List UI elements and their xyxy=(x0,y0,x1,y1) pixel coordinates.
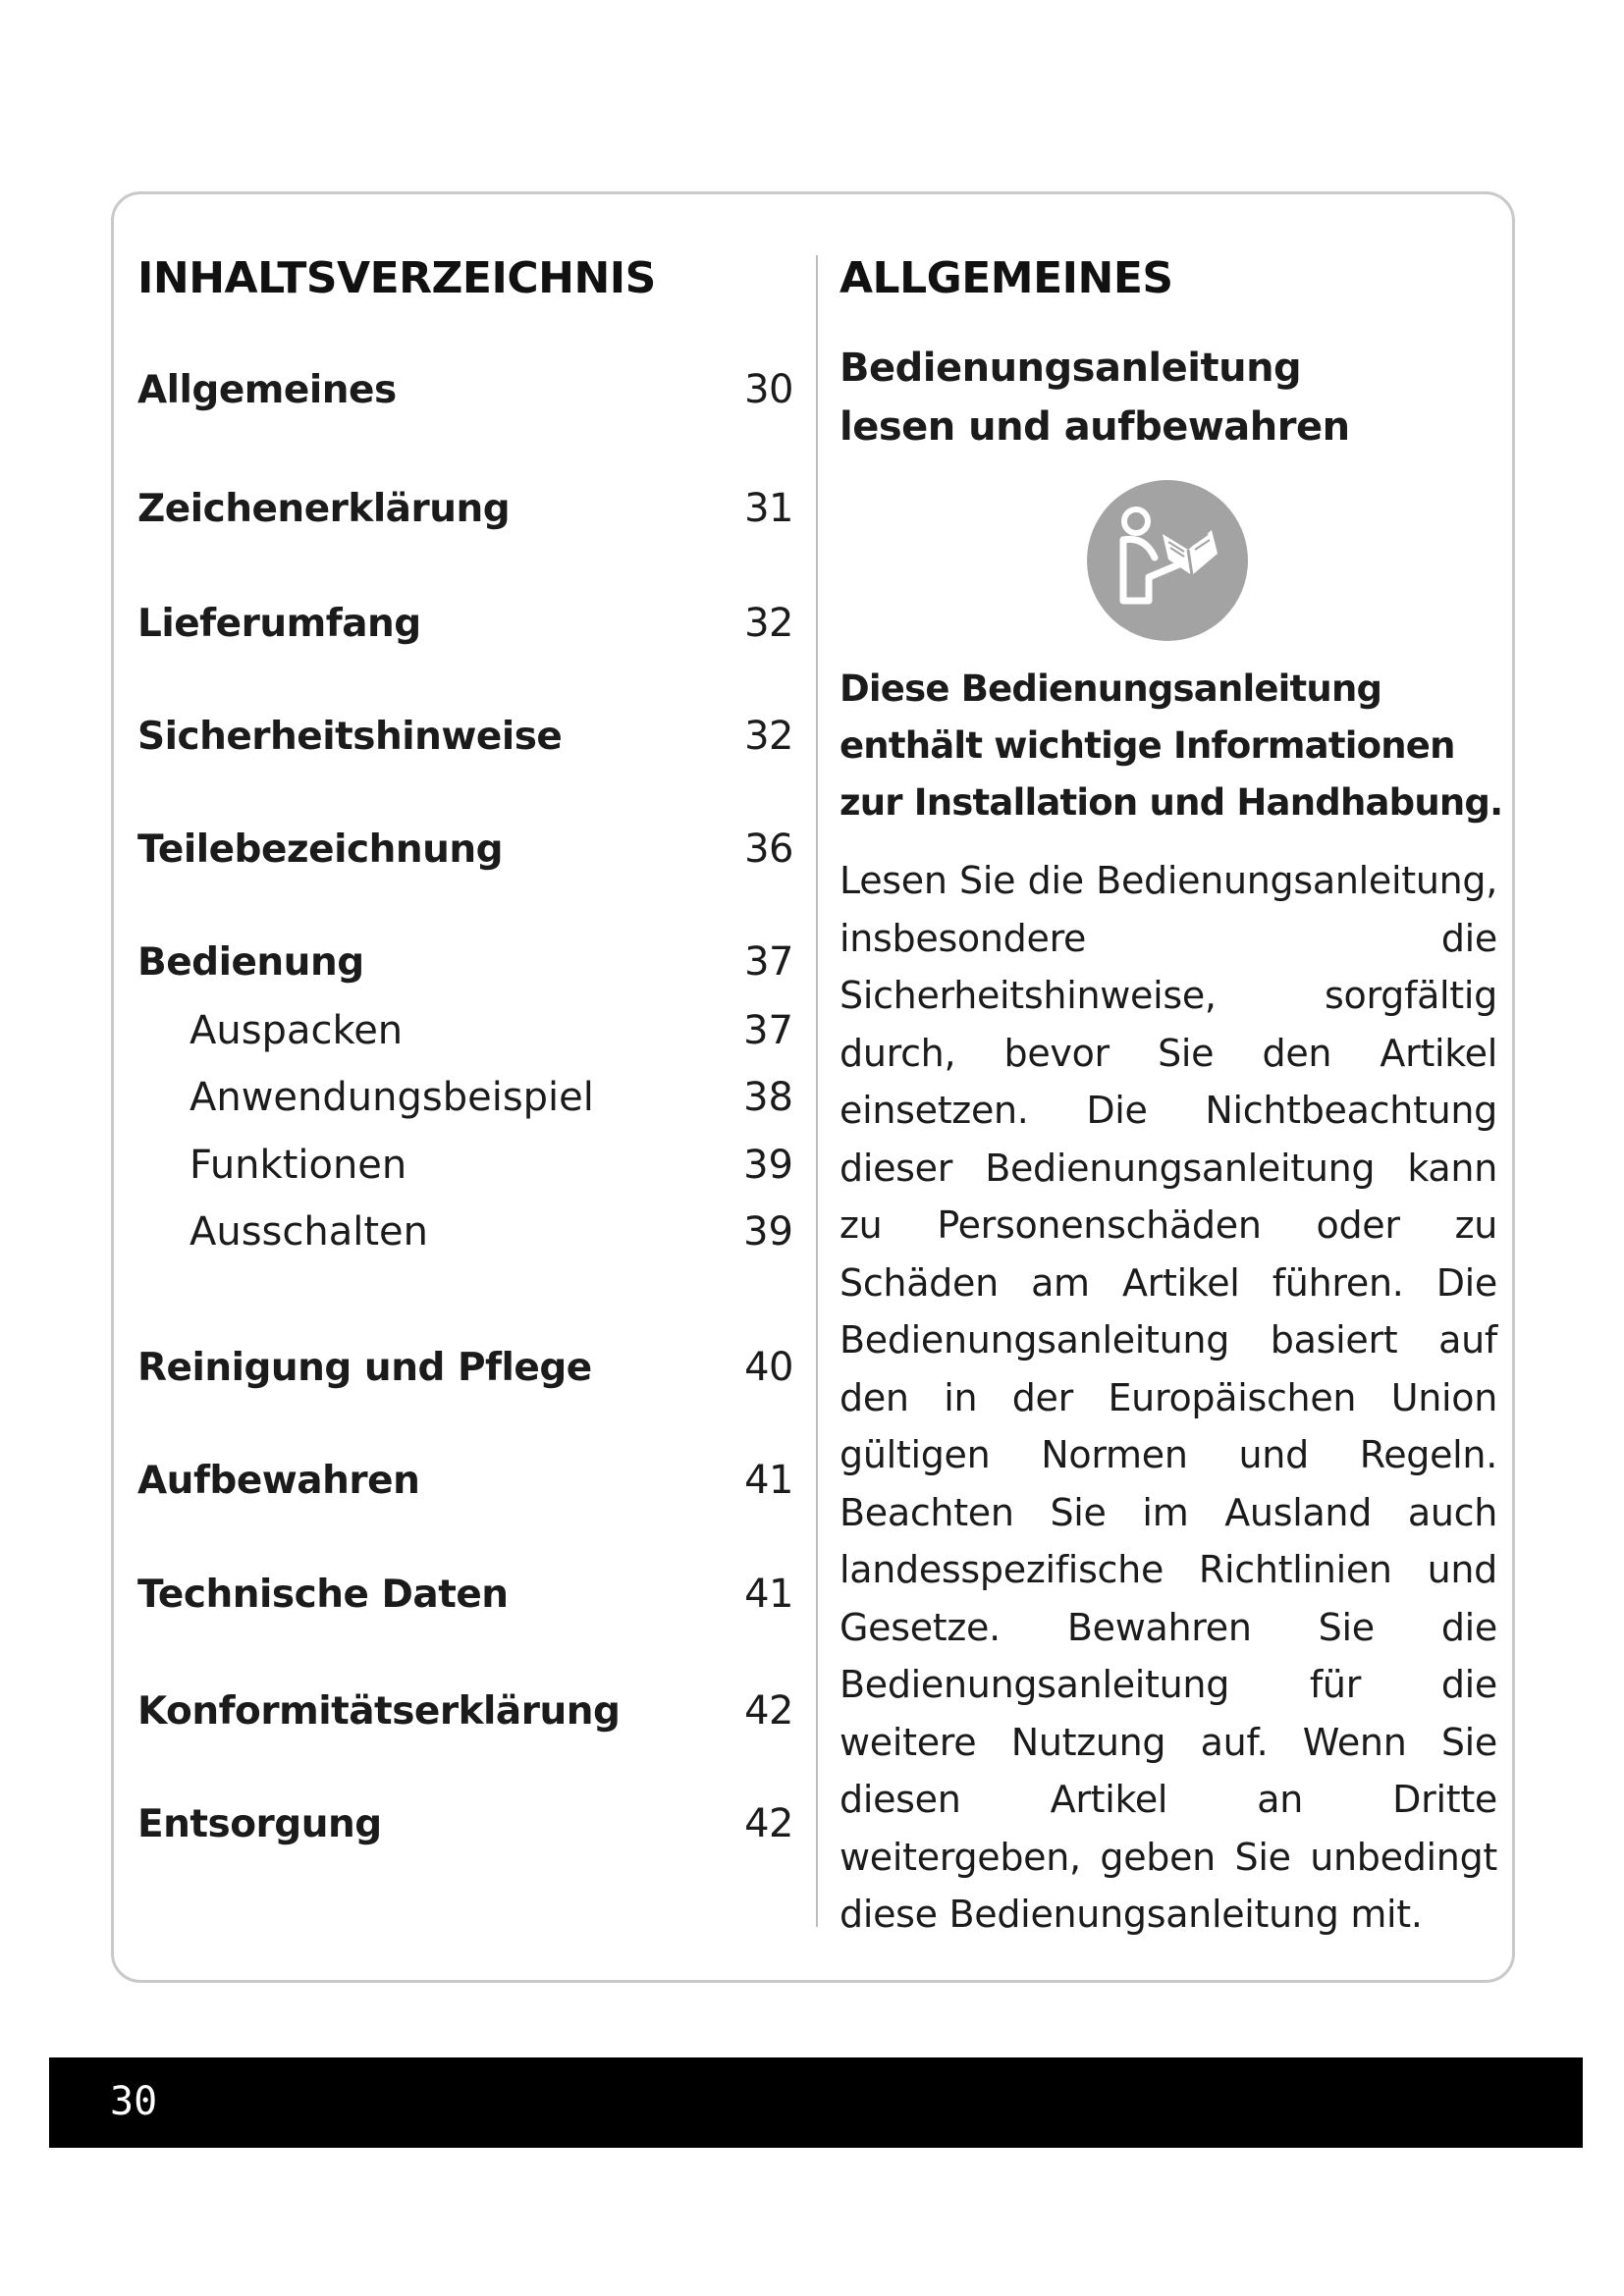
body-text: Lesen Sie die Bedienungsanleitung, insbesondere die Sicherheitshinweise, sorgfältig durch, bevor Sie den Artikel einsetzen. Die Nichtbeachtung dieser Bedienungsanleitung kann zu Personenschäden oder zu Schäden am Artikel führen. Die Bedienungsanleitung basiert auf den in der Europäischen Union gültigen Normen und Regeln. Beachten Sie im Ausland auch landesspezifische Richtlinien und Gesetze. Bewahren Sie die Bedienungsanleitung für die weitere Nutzung auf. Wenn Sie diesen Artikel an Dritte weitergeben, geben Sie unbedingt diese Bedienungsanleitung mit. xyxy=(839,859,1497,1936)
page-number: 30 xyxy=(110,2079,158,2124)
toc-entry-konformitaetserklaerung[interactable] xyxy=(137,1682,793,1740)
toc-entry-page: 41 xyxy=(744,1572,793,1617)
section-subtitle-line2: lesen und aufbewahren xyxy=(839,404,1350,450)
toc-entry-zeichenerklaerung[interactable] xyxy=(137,479,793,538)
footer-bar xyxy=(49,2057,1583,2148)
toc-entry-label: Entsorgung xyxy=(137,1801,382,1846)
toc-entry-page: 37 xyxy=(744,939,793,985)
toc-entry-label: Reinigung und Pflege xyxy=(137,1345,592,1390)
section-subtitle xyxy=(839,339,1488,456)
toc-entry-teilebezeichnung[interactable] xyxy=(137,820,793,879)
toc-entry-page: 32 xyxy=(744,601,793,646)
toc-entry-label: Anwendungsbeispiel xyxy=(189,1075,594,1120)
toc-entry-page: 38 xyxy=(743,1075,793,1120)
toc-entry-label: Ausschalten xyxy=(189,1209,429,1255)
toc-subentry-ausschalten[interactable] xyxy=(137,1202,793,1261)
toc-entry-page: 39 xyxy=(743,1143,793,1188)
toc-entry-page: 42 xyxy=(744,1801,793,1846)
toc-entry-label: Funktionen xyxy=(189,1143,407,1188)
toc-entry-aufbewahren[interactable] xyxy=(137,1451,793,1510)
intro-text: Diese Bedienungsanleitung enthält wichtige Informationen zur Installation und Handhabung. xyxy=(839,667,1503,824)
read-manual-icon xyxy=(1086,479,1249,642)
toc-subentry-anwendungsbeispiel[interactable] xyxy=(137,1068,793,1127)
toc-entry-reinigung[interactable] xyxy=(137,1338,793,1397)
column-divider xyxy=(816,255,818,1927)
toc-subentry-auspacken[interactable] xyxy=(137,1001,793,1060)
toc-title: INHALTSVERZEICHNIS xyxy=(137,253,656,303)
toc-entry-label: Aufbewahren xyxy=(137,1458,420,1503)
toc-entry-label: Bedienung xyxy=(137,939,364,985)
toc-entry-page: 41 xyxy=(744,1458,793,1503)
toc-entry-page: 40 xyxy=(744,1345,793,1390)
toc-entry-label: Allgemeines xyxy=(137,367,397,412)
toc-entry-entsorgung[interactable] xyxy=(137,1794,793,1853)
toc-entry-page: 32 xyxy=(744,714,793,759)
toc-entry-label: Auspacken xyxy=(189,1008,404,1053)
toc-entry-page: 31 xyxy=(744,486,793,531)
toc-entry-page: 42 xyxy=(744,1688,793,1734)
toc-entry-label: Lieferumfang xyxy=(137,601,421,646)
toc-entry-page: 36 xyxy=(744,827,793,872)
toc-entry-bedienung[interactable] xyxy=(137,933,793,991)
toc-entry-page: 39 xyxy=(743,1209,793,1255)
toc-entry-sicherheitshinweise[interactable] xyxy=(137,707,793,766)
toc-entry-label: Sicherheitshinweise xyxy=(137,714,563,759)
toc-entry-label: Zeichenerklärung xyxy=(137,486,511,531)
toc-entry-allgemeines[interactable] xyxy=(137,360,793,419)
toc-entry-technische-daten[interactable] xyxy=(137,1565,793,1624)
section-title: ALLGEMEINES xyxy=(839,253,1173,303)
section-subtitle-line1: Bedienungsanleitung xyxy=(839,346,1302,391)
toc-entry-page: 30 xyxy=(744,367,793,412)
toc-entry-label: Konformitätserklärung xyxy=(137,1688,621,1734)
toc-entry-lieferumfang[interactable] xyxy=(137,594,793,653)
toc-entry-label: Technische Daten xyxy=(137,1572,509,1617)
toc-entry-page: 37 xyxy=(743,1008,793,1053)
toc-subentry-funktionen[interactable] xyxy=(137,1136,793,1195)
toc-entry-label: Teilebezeichnung xyxy=(137,827,504,872)
